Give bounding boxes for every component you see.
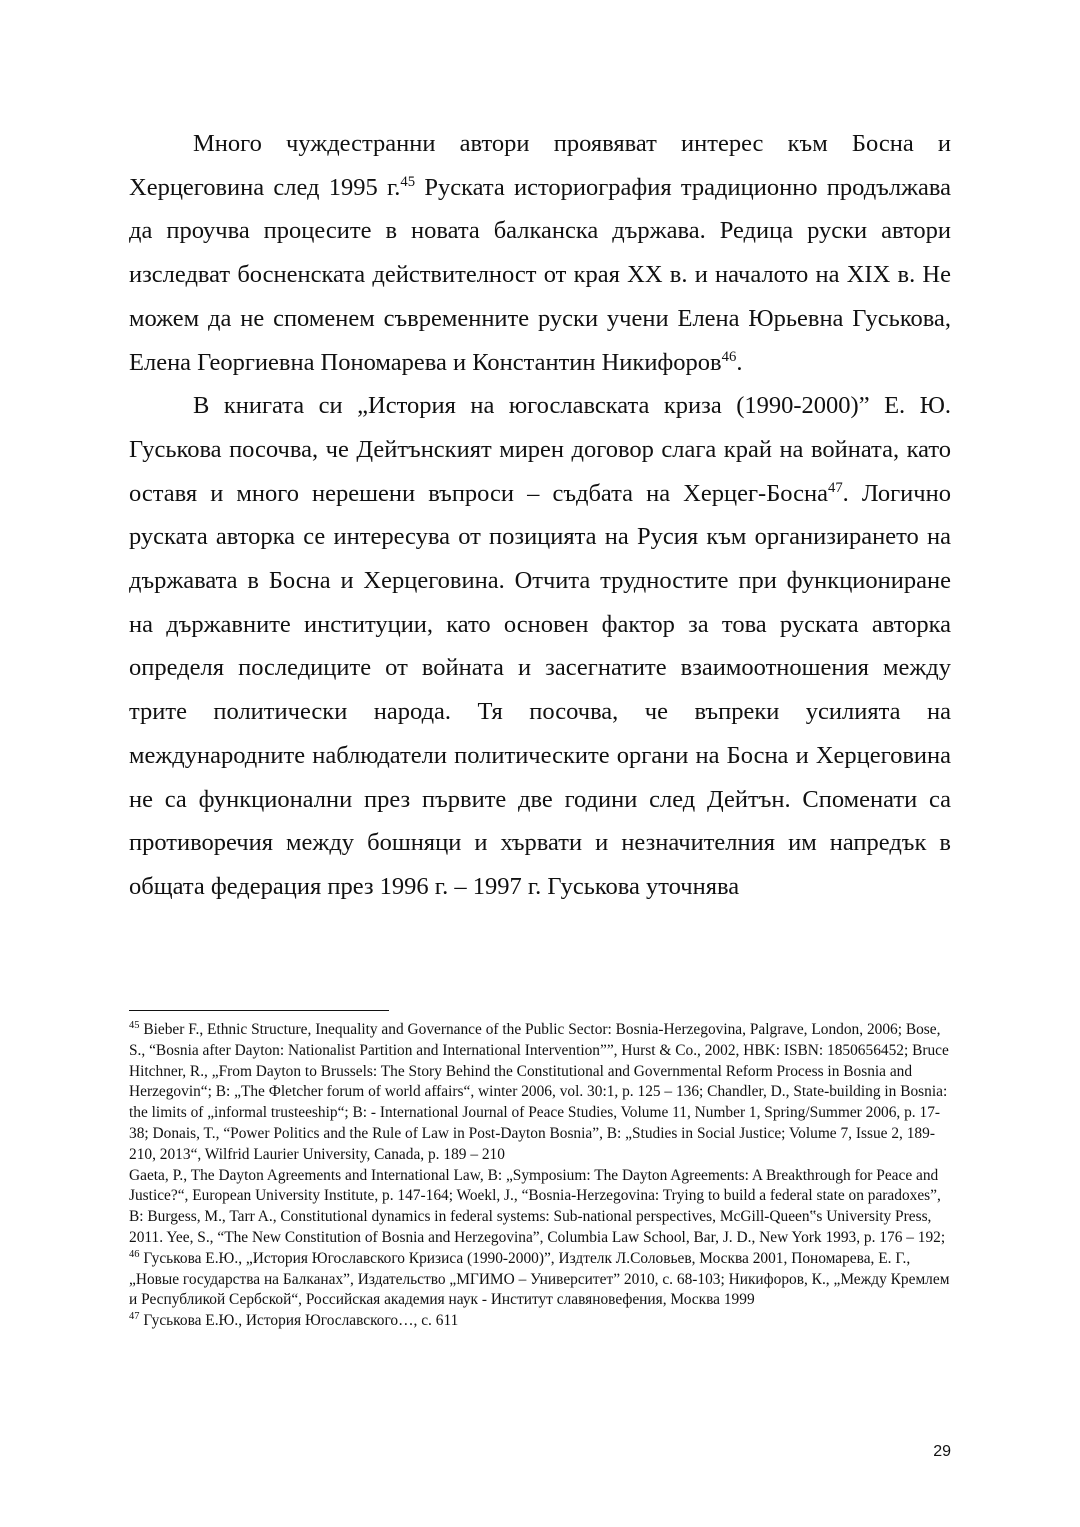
footnote-45-continuation: Gaeta, P., The Dayton Agreements and International Law, В: „Symposium: The Dayton Agreements: A Breakthrough for Peace and Justice?“, European University Institute, p. 147-164; Woekl, J., “Bosnia-Herzegovina: Trying to build a federal state on paradoxes”, В: Burgess, M., Tarr A., Constitutional dynamics in federal systems: Sub-national perspectives, McGill-Queen‟s University Press, 2011. Yee, S., “The New Constitution of Bosnia and Herzegovina”, Columbia Law School, Bar, J. D., New York 1993, p. 176 – 192; bbox=[129, 1166, 946, 1246]
footnote-ref-46: 46 bbox=[721, 348, 737, 365]
footnotes bbox=[129, 1020, 951, 1332]
footnote-47 bbox=[129, 1311, 951, 1332]
footnote-45 bbox=[129, 1020, 951, 1166]
main-text bbox=[129, 122, 951, 909]
footnote-ref-47: 47 bbox=[827, 479, 843, 496]
footnote-46 bbox=[129, 1249, 951, 1311]
footnote-text: Гуськова Е.Ю., „История Югославского Кризиса (1990-2000)”, Издтелк Л.Соловьев, Москва 2001, Пономарева, Е. Г., „Новые государства на Балканах”, Издательство „МГИМО – Университет” 2010, с. 68-103; Никифоров, К., „Между Кремлем и Республикой Сербской“, Российская академия наук - Институт славяновефения, Москва 1999 bbox=[129, 1249, 950, 1309]
footnote-number: 45 bbox=[129, 1019, 140, 1031]
footnote-number: 47 bbox=[129, 1311, 140, 1323]
footnote-text: Гуськова Е.Ю., История Югославского…, с. 611 bbox=[139, 1312, 459, 1330]
footnote-ref-45: 45 bbox=[400, 173, 416, 190]
paragraph-1: Много чуждестранни автори проявяват интерес към Босна и Херцеговина след 1995 г.$^{45}$ Руската историография традиционно продължава да проучва процесите в новата балканска държава. Редица руски автори изследват босненската действителност от края XX в. и началото на XIX в. Не можем да не споменем съвременните руски учени Елена Юрьевна Гуськова, Елена Георгиевна Пономарева и Константин Никифоров$^{46}$. bbox=[129, 130, 951, 376]
footnote-text: Bieber F., Ethnic Structure, Inequality and Governance of the Public Sector: Bosnia-Herzegovina, Palgrave, London, 2006; Bose, S., “Bosnia after Dayton: Nationalist Partition and International Intervention””, Hurst & Co., 2002, HBK: ISBN: 1850656452; Bruce Hitchner, R., „From Dayton to Brussels: The Story Behind the Constitutional and Governmental Reform Process in Bosnia and Herzegovin“; В: „The Фletcher forum of world affairs“, winter 2006, vol. 30:1, p. 125 – 136; Chandler, D., State-building in Bosnia: the limits of „informal trusteeship“; В: - International Journal of Peace Studies, Volume 11, Number 1, Spring/Summer 2006, p. 17-38; Donais, T., “Power Politics and the Rule of Law in Post-Dayton Bosnia”, В: „Studies in Social Justice; Volume 7, Issue 2, 189-210, 2013“, Wilfrid Laurier University, Canada, p. 189 – 210 bbox=[129, 1021, 949, 1163]
footnote-number: 46 bbox=[129, 1248, 140, 1260]
page-number: 29 bbox=[933, 1443, 951, 1460]
footnote-separator bbox=[129, 1010, 389, 1011]
paragraph-2: В книгата си „История на югославската криза (1990-2000)” Е. Ю. Гуськова посочва, че Дейтънският мирен договор слага край на войната, като оставя и много нерешени въпроси – съдбата на Херцег-Босна$^{47}$. Логично руската авторка се интересува от позицията на Русия към организирането на държавата в Босна и Херцеговина. Отчита трудностите при функциониране на държавните институции, като основен фактор за това руската авторка определя последиците от войната и засегнатите взаимоотношения между трите политически народа. Тя посочва, че въпреки усилията на международните наблюдатели политическите органи на Босна и Херцеговина не са функционални през първите две години след Дейтън. Споменати са противоречия между бошняци и хървати и незначителния им напредък в общата федерация през 1996 г. – 1997 г. Гуськова уточнява bbox=[129, 392, 951, 900]
